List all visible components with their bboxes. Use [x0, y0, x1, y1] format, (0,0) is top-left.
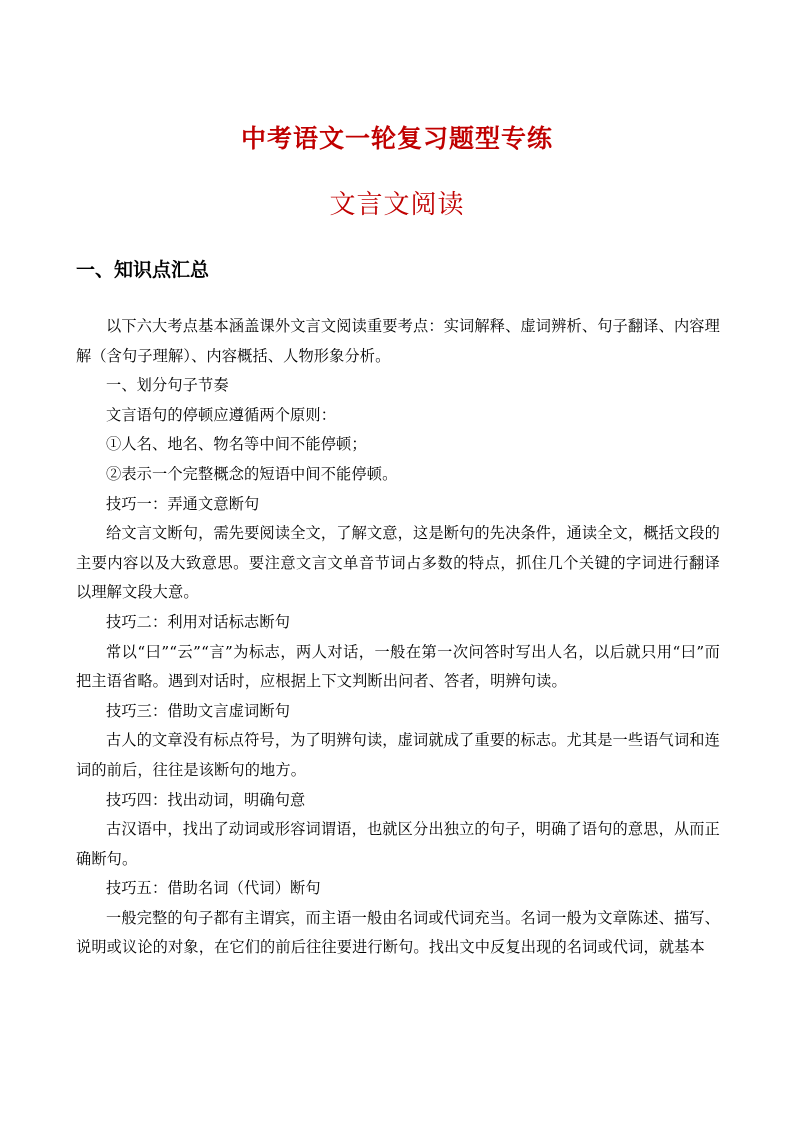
subheading-technique-5: 技巧五：借助名词（代词）断句 [106, 879, 321, 898]
paragraph-principles: 文言语句的停顿应遵循两个原则： [106, 405, 337, 424]
document-title: 中考语文一轮复习题型专练 [240, 124, 553, 153]
paragraph-intro: 以下六大考点基本涵盖课外文言文阅读重要考点：实词解释、虚词辨析、句子翻译、内容理解（含句子理解）、内容概括、人物形象分析。 [76, 317, 720, 365]
document-body [76, 312, 720, 963]
list-item-principle-2: ②表示一个完整概念的短语中间不能停顿。 [106, 464, 398, 483]
subheading-technique-2: 技巧二：利用对话标志断句 [106, 612, 291, 631]
subheading-technique-4: 技巧四：找出动词，明确句意 [106, 790, 306, 809]
section-heading: 一、知识点汇总 [76, 259, 210, 281]
subheading-technique-1: 技巧一：弄通文意断句 [106, 494, 260, 513]
paragraph-technique-4: 古汉语中，找出了动词或形容词谓语，也就区分出独立的句子，明确了语句的意思，从而正确断句。 [76, 820, 720, 868]
document-subtitle: 文言文阅读 [329, 190, 465, 220]
paragraph-technique-2: 常以“曰”“云”“言”为标志，两人对话，一般在第一次问答时写出人名，以后就只用“曰”而把主语省略。遇到对话时，应根据上下文判断出问者、答者，明辨句读。 [76, 642, 720, 691]
paragraph-technique-3: 古人的文章没有标点符号，为了明辨句读，虚词就成了重要的标志。尤其是一些语气词和连词的前后，往往是该断句的地方。 [76, 731, 720, 779]
list-item-principle-1: ①人名、地名、物名等中间不能停顿； [106, 435, 367, 454]
paragraph-technique-1: 给文言文断句，需先要阅读全文，了解文意，这是断句的先决条件，通读全文，概括文段的主要内容以及大致意思。要注意文言文单音节词占多数的特点，抓住几个关键的字词进行翻译以理解文段大意。 [76, 524, 720, 602]
subheading-rhythm: 一、划分句子节奏 [106, 376, 229, 395]
subheading-technique-3: 技巧三：借助文言虚词断句 [106, 701, 291, 720]
paragraph-technique-5: 一般完整的句子都有主谓宾，而主语一般由名词或代词充当。名词一般为文章陈述、描写、说明或议论的对象，在它们的前后往往要进行断句。找出文中反复出现的名词或代词，就基本 [76, 908, 720, 957]
